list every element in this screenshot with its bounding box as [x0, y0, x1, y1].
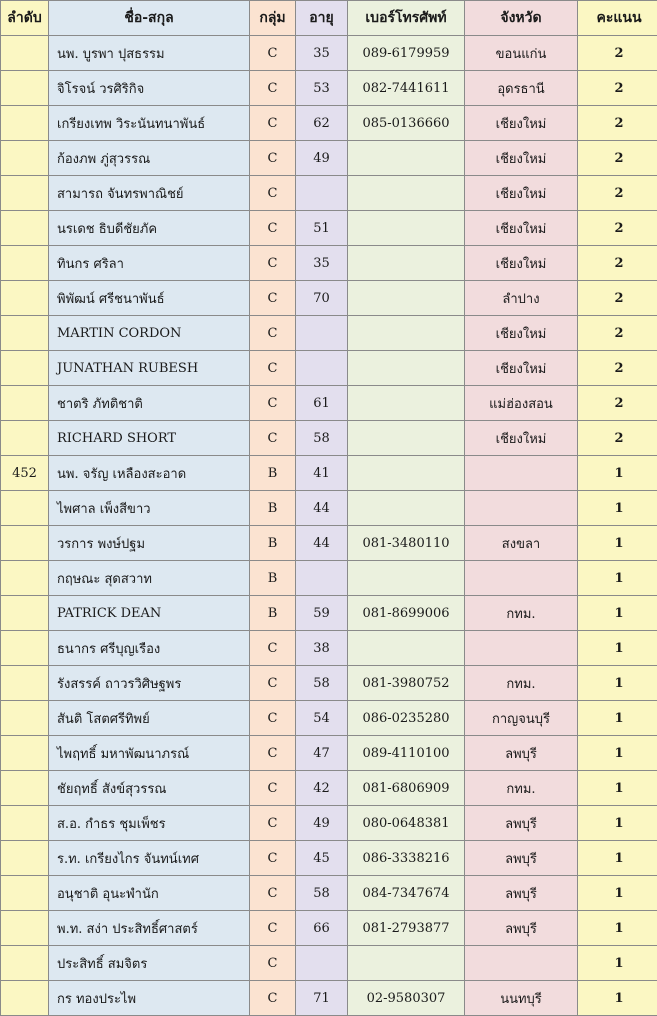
cell-group[interactable]: C [250, 736, 296, 771]
cell-index[interactable] [1, 981, 49, 1016]
cell-group[interactable]: C [250, 386, 296, 421]
cell-name[interactable]: ทินกร ศริลา [49, 246, 250, 281]
cell-group[interactable]: C [250, 771, 296, 806]
cell-index[interactable] [1, 351, 49, 386]
cell-name[interactable]: พิพัฒน์ ศรีชนาพันธ์ [49, 281, 250, 316]
cell-group[interactable]: C [250, 141, 296, 176]
cell-province[interactable]: เชียงใหม่ [465, 106, 578, 141]
cell-age[interactable]: 45 [296, 841, 348, 876]
cell-phone[interactable]: 081-3980752 [348, 666, 465, 701]
cell-index[interactable] [1, 316, 49, 351]
cell-phone[interactable]: 082-7441611 [348, 71, 465, 106]
cell-score[interactable]: 1 [578, 806, 657, 841]
cell-score[interactable]: 1 [578, 596, 657, 631]
cell-province[interactable] [465, 946, 578, 981]
table-row [1, 631, 657, 666]
cell-province[interactable]: เชียงใหม่ [465, 421, 578, 456]
table-row [1, 141, 657, 176]
cell-name[interactable]: RICHARD SHORT [49, 421, 250, 456]
table-row [1, 316, 657, 351]
cell-age[interactable]: 47 [296, 736, 348, 771]
cell-index[interactable] [1, 421, 49, 456]
cell-phone[interactable] [348, 211, 465, 246]
cell-phone[interactable]: 089-6179959 [348, 36, 465, 71]
cell-score[interactable]: 1 [578, 631, 657, 666]
cell-phone[interactable] [348, 421, 465, 456]
cell-name[interactable]: นพ. จรัญ เหลืองสะอาด [49, 456, 250, 491]
cell-province[interactable] [465, 561, 578, 596]
cell-index[interactable] [1, 666, 49, 701]
cell-province[interactable]: สงขลา [465, 526, 578, 561]
cell-group[interactable]: C [250, 946, 296, 981]
cell-score[interactable]: 1 [578, 491, 657, 526]
cell-index[interactable] [1, 736, 49, 771]
table-row [1, 946, 657, 981]
table-row [1, 106, 657, 141]
cell-age[interactable]: 71 [296, 981, 348, 1016]
cell-index[interactable] [1, 841, 49, 876]
cell-province[interactable]: เชียงใหม่ [465, 351, 578, 386]
cell-name[interactable]: วรการ พงษ์ปฐม [49, 526, 250, 561]
cell-group[interactable]: C [250, 36, 296, 71]
table-row [1, 351, 657, 386]
header-province[interactable]: จังหวัด [465, 1, 578, 36]
cell-name[interactable]: อนุชาติ อุนะพำนัก [49, 876, 250, 911]
cell-group[interactable]: B [250, 456, 296, 491]
cell-group[interactable]: C [250, 876, 296, 911]
cell-age[interactable]: 49 [296, 141, 348, 176]
cell-phone[interactable]: 085-0136660 [348, 106, 465, 141]
cell-age[interactable]: 35 [296, 246, 348, 281]
cell-index[interactable] [1, 701, 49, 736]
cell-name[interactable]: JUNATHAN RUBESH [49, 351, 250, 386]
header-age[interactable]: อายุ [296, 1, 348, 36]
cell-age[interactable]: 44 [296, 491, 348, 526]
cell-name[interactable]: พ.ท. สง่า ประสิทธิ์ศาสตร์ [49, 911, 250, 946]
cell-score[interactable]: 2 [578, 176, 657, 211]
cell-age[interactable]: 66 [296, 911, 348, 946]
cell-phone[interactable] [348, 176, 465, 211]
cell-name[interactable]: รังสรรค์ ถาวรวิศิษฐพร [49, 666, 250, 701]
cell-name[interactable]: สามารถ จันทรพาณิชย์ [49, 176, 250, 211]
cell-index[interactable] [1, 246, 49, 281]
cell-age[interactable]: 42 [296, 771, 348, 806]
cell-group[interactable]: C [250, 316, 296, 351]
cell-province[interactable]: ลพบุรี [465, 736, 578, 771]
cell-phone[interactable] [348, 351, 465, 386]
cell-age[interactable]: 59 [296, 596, 348, 631]
table-header [1, 1, 657, 36]
table-row [1, 666, 657, 701]
cell-score[interactable]: 2 [578, 211, 657, 246]
cell-province[interactable]: เชียงใหม่ [465, 141, 578, 176]
cell-age[interactable]: 41 [296, 456, 348, 491]
cell-score[interactable]: 1 [578, 946, 657, 981]
cell-name[interactable]: กร ทองประไพ [49, 981, 250, 1016]
header-group[interactable]: กลุ่ม [250, 1, 296, 36]
cell-score[interactable]: 2 [578, 386, 657, 421]
cell-score[interactable]: 2 [578, 141, 657, 176]
cell-province[interactable]: กทม. [465, 666, 578, 701]
cell-group[interactable]: C [250, 106, 296, 141]
cell-index[interactable] [1, 36, 49, 71]
cell-province[interactable]: กทม. [465, 771, 578, 806]
cell-score[interactable]: 2 [578, 246, 657, 281]
table-row [1, 526, 657, 561]
cell-age[interactable]: 70 [296, 281, 348, 316]
cell-age[interactable] [296, 316, 348, 351]
cell-name[interactable]: ส.อ. กำธร ชุมเพ็ชร [49, 806, 250, 841]
cell-age[interactable]: 49 [296, 806, 348, 841]
cell-province[interactable]: กาญจนบุรี [465, 701, 578, 736]
cell-score[interactable]: 2 [578, 351, 657, 386]
cell-phone[interactable] [348, 246, 465, 281]
cell-phone[interactable] [348, 561, 465, 596]
cell-score[interactable]: 2 [578, 106, 657, 141]
cell-index[interactable] [1, 631, 49, 666]
cell-score[interactable]: 1 [578, 526, 657, 561]
cell-score[interactable]: 2 [578, 421, 657, 456]
cell-score[interactable]: 2 [578, 281, 657, 316]
cell-score[interactable]: 1 [578, 456, 657, 491]
cell-index[interactable] [1, 771, 49, 806]
cell-score[interactable]: 1 [578, 561, 657, 596]
cell-age[interactable]: 58 [296, 876, 348, 911]
cell-phone[interactable]: 086-0235280 [348, 701, 465, 736]
cell-index[interactable] [1, 71, 49, 106]
cell-phone[interactable]: 081-6806909 [348, 771, 465, 806]
cell-group[interactable]: C [250, 246, 296, 281]
cell-province[interactable]: นนทบุรี [465, 981, 578, 1016]
cell-index[interactable] [1, 806, 49, 841]
cell-name[interactable]: ชัยฤทธิ์ สังข์สุวรรณ [49, 771, 250, 806]
table-row [1, 596, 657, 631]
cell-phone[interactable] [348, 631, 465, 666]
cell-group[interactable]: B [250, 596, 296, 631]
cell-group[interactable]: B [250, 526, 296, 561]
table-row [1, 211, 657, 246]
cell-phone[interactable] [348, 386, 465, 421]
cell-age[interactable]: 53 [296, 71, 348, 106]
cell-name[interactable]: สันติ โสตศรีทิพย์ [49, 701, 250, 736]
header-name[interactable]: ชื่อ-สกุล [49, 1, 250, 36]
cell-age[interactable]: 35 [296, 36, 348, 71]
table-row [1, 71, 657, 106]
cell-province[interactable]: ลพบุรี [465, 911, 578, 946]
cell-age[interactable] [296, 351, 348, 386]
cell-phone[interactable]: 081-8699006 [348, 596, 465, 631]
cell-group[interactable]: C [250, 911, 296, 946]
table-row [1, 806, 657, 841]
cell-name[interactable]: MARTIN CORDON [49, 316, 250, 351]
cell-age[interactable]: 62 [296, 106, 348, 141]
cell-age[interactable] [296, 946, 348, 981]
cell-age[interactable]: 58 [296, 421, 348, 456]
cell-province[interactable]: ลำปาง [465, 281, 578, 316]
table-row [1, 701, 657, 736]
cell-score[interactable]: 1 [578, 736, 657, 771]
cell-phone[interactable]: 080-0648381 [348, 806, 465, 841]
table-row [1, 281, 657, 316]
cell-score[interactable]: 1 [578, 701, 657, 736]
cell-score[interactable]: 1 [578, 981, 657, 1016]
cell-score[interactable]: 2 [578, 71, 657, 106]
table-row [1, 456, 657, 491]
cell-group[interactable]: C [250, 666, 296, 701]
header-row [1, 1, 657, 36]
cell-name[interactable]: ชาตริ ภัทติชาติ [49, 386, 250, 421]
cell-province[interactable]: ลพบุรี [465, 806, 578, 841]
table-row [1, 771, 657, 806]
cell-index[interactable] [1, 561, 49, 596]
cell-group[interactable]: B [250, 491, 296, 526]
header-index[interactable]: ลำดับ [1, 1, 49, 36]
cell-name[interactable]: กฤษณะ สุดสวาท [49, 561, 250, 596]
cell-group[interactable]: C [250, 631, 296, 666]
cell-phone[interactable] [348, 491, 465, 526]
table-row [1, 176, 657, 211]
cell-index[interactable] [1, 176, 49, 211]
cell-name[interactable]: PATRICK DEAN [49, 596, 250, 631]
cell-group[interactable]: C [250, 701, 296, 736]
cell-age[interactable]: 38 [296, 631, 348, 666]
cell-index[interactable] [1, 491, 49, 526]
table-row [1, 911, 657, 946]
cell-phone[interactable]: 089-4110100 [348, 736, 465, 771]
cell-name[interactable]: จิโรจน์ วรศิริกิจ [49, 71, 250, 106]
cell-province[interactable]: ลพบุรี [465, 876, 578, 911]
cell-age[interactable] [296, 176, 348, 211]
cell-index[interactable]: 452 [1, 456, 49, 491]
cell-name[interactable]: นรเดช ธิบดีชัยภัค [49, 211, 250, 246]
cell-score[interactable]: 1 [578, 666, 657, 701]
cell-province[interactable]: แม่ฮ่องสอน [465, 386, 578, 421]
table-row [1, 246, 657, 281]
cell-phone[interactable]: 084-7347674 [348, 876, 465, 911]
cell-age[interactable]: 44 [296, 526, 348, 561]
cell-group[interactable]: C [250, 421, 296, 456]
cell-age[interactable] [296, 561, 348, 596]
cell-phone[interactable]: 02-9580307 [348, 981, 465, 1016]
table-row [1, 876, 657, 911]
cell-index[interactable] [1, 596, 49, 631]
cell-province[interactable] [465, 491, 578, 526]
cell-province[interactable]: อุดรธานี [465, 71, 578, 106]
cell-age[interactable]: 51 [296, 211, 348, 246]
cell-province[interactable]: กทม. [465, 596, 578, 631]
cell-name[interactable]: ก้องภพ ภู่สุวรรณ [49, 141, 250, 176]
cell-phone[interactable] [348, 456, 465, 491]
cell-group[interactable]: C [250, 281, 296, 316]
cell-group[interactable]: C [250, 351, 296, 386]
table-row [1, 421, 657, 456]
header-phone[interactable]: เบอร์โทรศัพท์ [348, 1, 465, 36]
cell-phone[interactable] [348, 281, 465, 316]
cell-province[interactable]: เชียงใหม่ [465, 176, 578, 211]
cell-group[interactable]: B [250, 561, 296, 596]
cell-name[interactable]: ธนากร ศรีบุญเรือง [49, 631, 250, 666]
table-row [1, 561, 657, 596]
cell-name[interactable]: นพ. บูรพา ปุสธรรม [49, 36, 250, 71]
cell-province[interactable]: ลพบุรี [465, 841, 578, 876]
cell-age[interactable]: 58 [296, 666, 348, 701]
cell-index[interactable] [1, 526, 49, 561]
cell-score[interactable]: 1 [578, 876, 657, 911]
cell-province[interactable] [465, 631, 578, 666]
cell-index[interactable] [1, 141, 49, 176]
table-row [1, 36, 657, 71]
table-row [1, 491, 657, 526]
cell-phone[interactable]: 081-3480110 [348, 526, 465, 561]
table-row [1, 386, 657, 421]
cell-name[interactable]: เกรียงเทพ วิระนันทนาพันธ์ [49, 106, 250, 141]
cell-phone[interactable] [348, 316, 465, 351]
cell-score[interactable]: 1 [578, 911, 657, 946]
cell-index[interactable] [1, 911, 49, 946]
cell-index[interactable] [1, 106, 49, 141]
cell-age[interactable]: 54 [296, 701, 348, 736]
cell-name[interactable]: ไพฤทธิ์ มหาพัฒนาภรณ์ [49, 736, 250, 771]
cell-phone[interactable] [348, 946, 465, 981]
cell-score[interactable]: 2 [578, 36, 657, 71]
cell-name[interactable]: ร.ท. เกรียงไกร จันทน์เทศ [49, 841, 250, 876]
cell-group[interactable]: C [250, 176, 296, 211]
cell-name[interactable]: ประสิทธิ์ สมจิตร [49, 946, 250, 981]
cell-score[interactable]: 2 [578, 316, 657, 351]
cell-phone[interactable]: 086-3338216 [348, 841, 465, 876]
cell-province[interactable]: เชียงใหม่ [465, 211, 578, 246]
cell-province[interactable] [465, 456, 578, 491]
cell-phone[interactable]: 081-2793877 [348, 911, 465, 946]
cell-group[interactable]: C [250, 71, 296, 106]
cell-score[interactable]: 1 [578, 841, 657, 876]
cell-index[interactable] [1, 281, 49, 316]
cell-province[interactable]: เชียงใหม่ [465, 246, 578, 281]
cell-score[interactable]: 1 [578, 771, 657, 806]
table-row [1, 736, 657, 771]
cell-group[interactable]: C [250, 806, 296, 841]
table-body [1, 36, 657, 1016]
cell-index[interactable] [1, 946, 49, 981]
header-score[interactable]: คะแนน [578, 1, 657, 36]
cell-index[interactable] [1, 876, 49, 911]
cell-group[interactable]: C [250, 981, 296, 1016]
cell-province[interactable]: เชียงใหม่ [465, 316, 578, 351]
table-row [1, 841, 657, 876]
table-row [1, 981, 657, 1016]
cell-province[interactable]: ขอนแก่น [465, 36, 578, 71]
cell-phone[interactable] [348, 141, 465, 176]
cell-index[interactable] [1, 211, 49, 246]
cell-name[interactable]: ไพศาล เพ็งสีขาว [49, 491, 250, 526]
cell-index[interactable] [1, 386, 49, 421]
cell-group[interactable]: C [250, 841, 296, 876]
cell-group[interactable]: C [250, 211, 296, 246]
cell-age[interactable]: 61 [296, 386, 348, 421]
